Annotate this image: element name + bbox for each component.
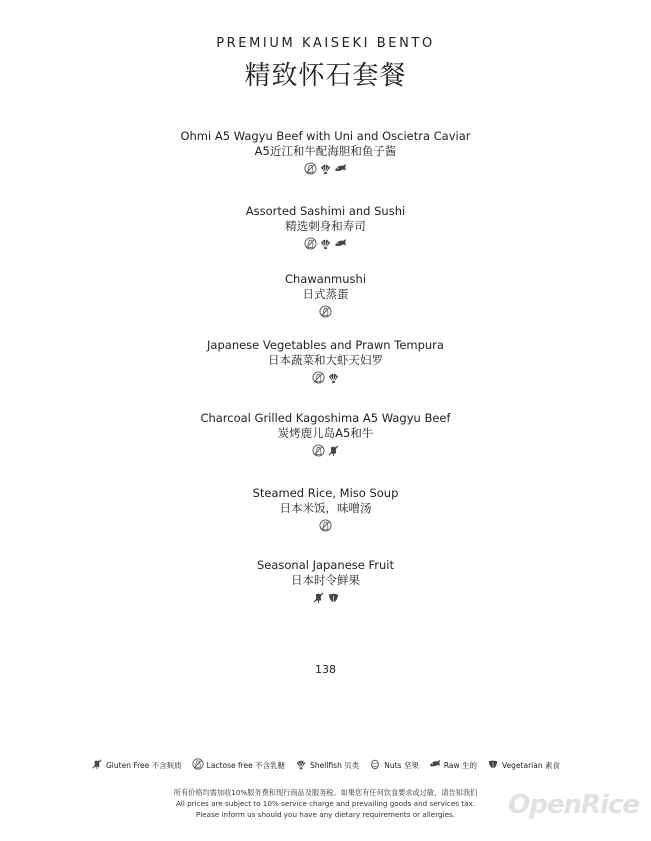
footer-note-zh: 所有价格均需加收10%服务费和现行商品及服务税。如果您有任何饮食要求或过敏，请告知我们 — [173, 788, 478, 797]
item-name-en: Assorted Sashimi and Sushi — [245, 204, 406, 218]
footer-note-en-2: Please inform us should you have any dietary requirements or allergies. — [195, 810, 456, 819]
legend-item — [192, 758, 286, 772]
gluten-free-icon — [91, 758, 103, 772]
item-name-zh: 精选刺身和寿司 — [285, 219, 366, 233]
vegetarian-icon — [327, 591, 340, 604]
menu-item — [0, 486, 651, 533]
raw-icon — [334, 162, 347, 175]
lactose-free-icon — [319, 519, 332, 532]
menu-item — [0, 204, 651, 251]
menu-header — [0, 36, 651, 92]
shellfish-icon — [295, 758, 307, 772]
item-name-zh: 日本米饭，味噌汤 — [279, 501, 372, 515]
shellfish-icon — [327, 371, 340, 384]
item-icons — [0, 305, 651, 319]
lactose-free-icon — [319, 305, 332, 318]
lactose-free-icon — [192, 758, 204, 772]
legend-item — [91, 758, 182, 772]
item-name-zh: 日本蔬菜和大虾天妇罗 — [268, 353, 383, 367]
lactose-free-icon — [312, 371, 325, 384]
gluten-free-icon — [327, 444, 340, 457]
title-chinese: 精致怀石套餐 — [244, 61, 407, 91]
legend-label: Nuts 坚果 — [384, 760, 419, 770]
vegetarian-icon — [487, 758, 499, 772]
nuts-icon — [369, 758, 381, 772]
menu-item — [0, 129, 651, 176]
watermark-logo: OpenRice — [508, 790, 639, 820]
item-name-en: Steamed Rice, Miso Soup — [252, 486, 399, 500]
item-name-en: Chawanmushi — [284, 272, 367, 286]
item-icons — [0, 371, 651, 385]
legend-label: Lactose free 不含乳糖 — [206, 760, 286, 770]
lactose-free-icon — [304, 162, 317, 175]
lactose-free-icon — [304, 237, 317, 250]
legend-item — [429, 758, 477, 772]
title-english: PREMIUM KAISEKI BENTO — [216, 36, 435, 51]
item-icons — [0, 519, 651, 533]
raw-icon — [429, 758, 441, 772]
legend-item — [295, 758, 359, 772]
item-name-en: Charcoal Grilled Kagoshima A5 Wagyu Beef — [200, 411, 451, 425]
item-name-zh: 炭烤鹿儿岛A5和牛 — [277, 426, 374, 440]
shellfish-icon — [319, 162, 332, 175]
shellfish-icon — [319, 237, 332, 250]
legend-item — [369, 758, 419, 772]
lactose-free-icon — [312, 444, 325, 457]
legend-label: Raw 生的 — [443, 760, 478, 770]
item-name-zh: 日式蒸蛋 — [302, 287, 349, 301]
menu-item — [0, 338, 651, 385]
raw-icon — [334, 237, 347, 250]
item-icons — [0, 591, 651, 605]
gluten-free-icon — [312, 591, 325, 604]
footer-note-en-1: All prices are subject to 10% service charge and prevailing goods and services tax. — [175, 799, 476, 808]
menu-item — [0, 558, 651, 605]
legend-label: Shellfish 贝类 — [310, 760, 360, 770]
legend-label: Gluten Free 不含麸质 — [106, 760, 182, 770]
legend-item — [487, 758, 560, 772]
menu-item — [0, 272, 651, 319]
legend-label: Vegetarian 素食 — [502, 760, 560, 770]
item-name-en: Seasonal Japanese Fruit — [256, 558, 394, 572]
item-icons — [0, 237, 651, 251]
item-icons — [0, 444, 651, 458]
item-icons — [0, 162, 651, 176]
item-name-zh: A5近江和牛配海胆和鱼子酱 — [254, 144, 397, 158]
item-name-zh: 日本时令鲜果 — [291, 573, 360, 587]
item-name-en: Japanese Vegetables and Prawn Tempura — [207, 338, 444, 352]
allergen-legend — [0, 758, 651, 772]
menu-item — [0, 411, 651, 458]
item-name-en: Ohmi A5 Wagyu Beef with Uni and Oscietra Caviar — [180, 129, 471, 143]
page-number: 138 — [315, 663, 336, 676]
